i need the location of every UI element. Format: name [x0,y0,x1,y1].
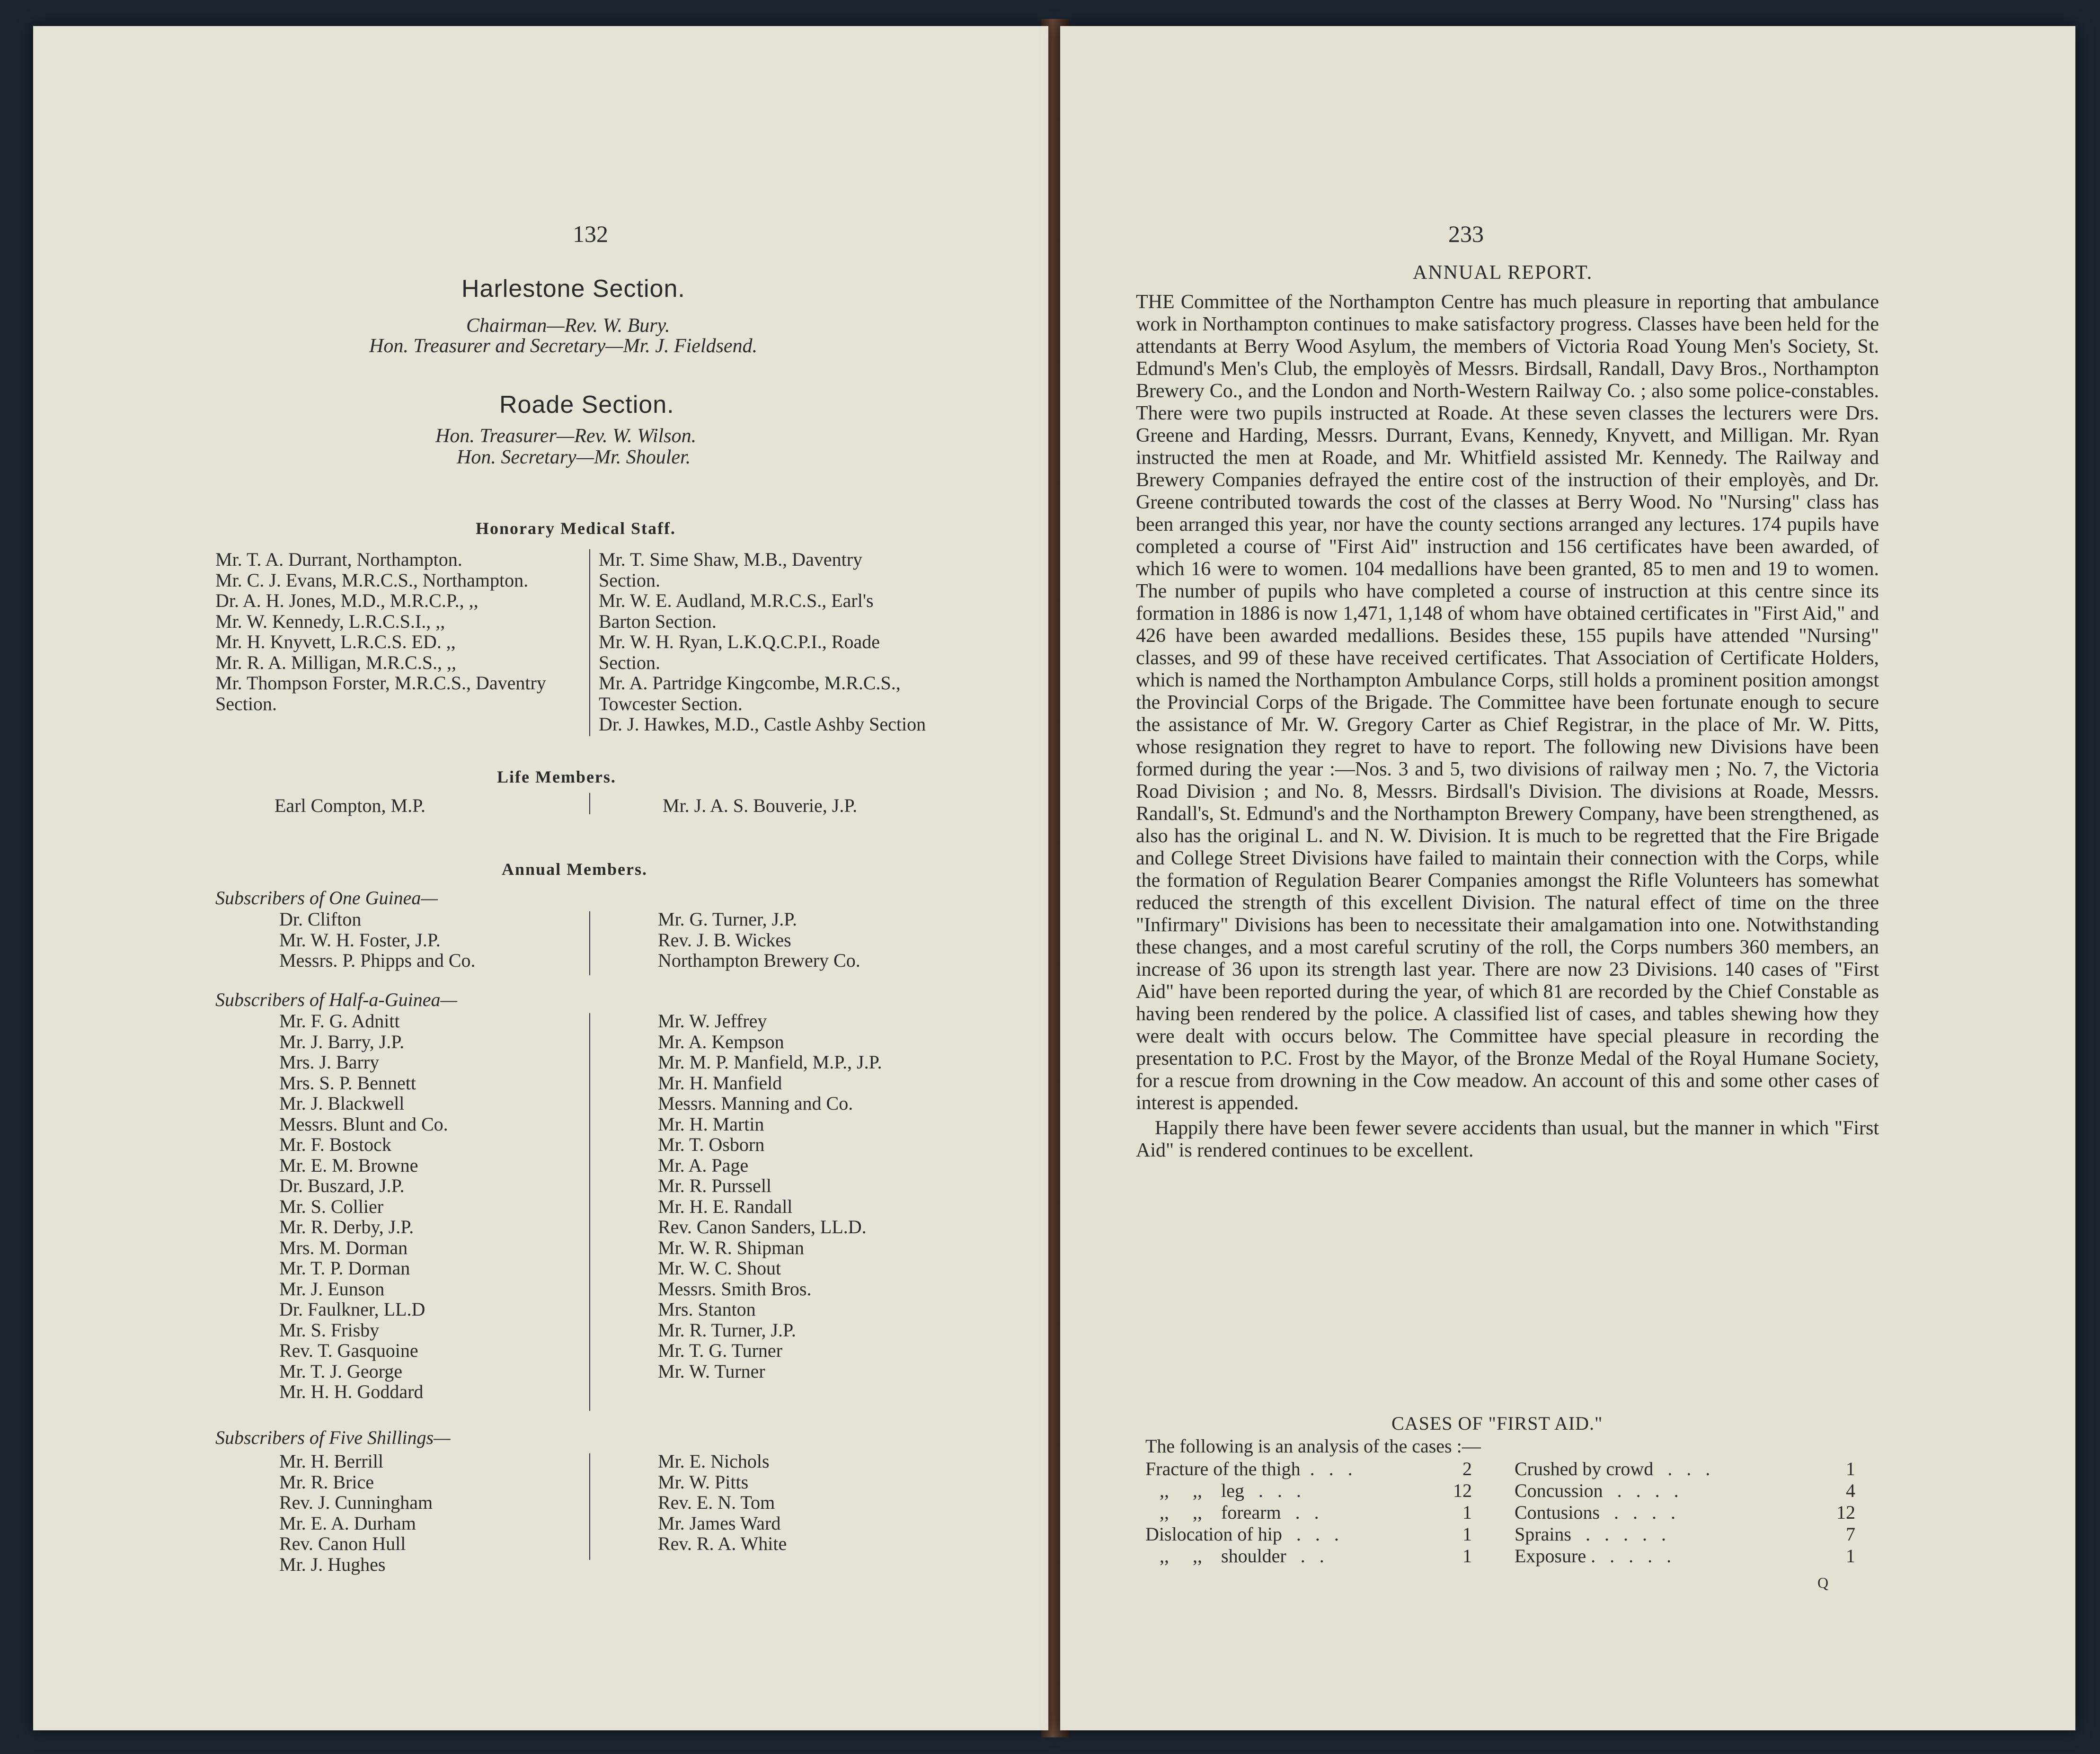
report-body [1136,291,1879,1162]
life-right: Mr. J. A. S. Bouverie, J.P. [663,795,858,816]
case-count: 1 [1462,1545,1472,1567]
list-item: Mr. R. Turner, J.P. [658,1319,796,1341]
case-label: ,, ,, forearm . . [1145,1502,1319,1523]
harlestone-treasurer: Hon. Treasurer and Secretary—Mr. J. Fieldsend. [369,335,758,357]
signature-mark: Q [1817,1574,1829,1591]
list-item: Mr. W. H. Ryan, L.K.Q.C.P.I., Roade [599,631,880,652]
case-label: Exposure . . . . . [1515,1545,1672,1567]
list-item: Mr. R. Purssell [658,1175,772,1196]
table-row [1515,1545,1855,1567]
case-count: 1 [1462,1523,1472,1545]
cases-heading: CASES OF "FIRST AID." [1391,1413,1603,1434]
case-label: Dislocation of hip . . . [1145,1523,1339,1545]
case-label: Sprains . . . . . [1515,1523,1666,1545]
list-item: Mr. R. Derby, J.P. [279,1216,414,1238]
list-item: Mr. J. Blackwell [279,1093,405,1114]
list-item: Mr. F. G. Adnitt [279,1010,400,1032]
table-row [1145,1545,1472,1567]
column-divider [589,1013,590,1411]
annual-heading: Annual Members. [502,860,647,879]
list-item: Mrs. S. P. Bennett [279,1072,416,1094]
life-left: Earl Compton, M.P. [275,795,425,816]
medical-heading: Honorary Medical Staff. [476,519,676,538]
list-item: Mr. H. Manfield [658,1072,782,1094]
list-item: Rev. T. Gasquoine [279,1340,418,1361]
list-item: Mr. W. H. Foster, J.P. [279,929,441,951]
cases-intro: The following is an analysis of the cases :— [1145,1435,1481,1457]
table-row [1145,1502,1472,1523]
list-item: Dr. Faulkner, LL.D [279,1299,425,1320]
list-item: Messrs. Blunt and Co. [279,1113,448,1135]
list-item: Rev. J. B. Wickes [658,929,791,951]
roade-secretary: Hon. Secretary—Mr. Shouler. [457,446,691,468]
list-item: Mr. W. R. Shipman [658,1237,804,1258]
column-divider [589,1453,590,1560]
list-item: Mr. T. Osborn [658,1134,765,1155]
list-item: Mr. T. A. Durrant, Northampton. [215,549,462,570]
list-item: Rev. J. Cunningham [279,1492,433,1513]
list-item: Mr. E. A. Durham [279,1512,416,1534]
list-item: Dr. Buszard, J.P. [279,1175,405,1196]
case-label: Concussion . . . . [1515,1480,1679,1501]
list-item: Mr. W. E. Audland, M.R.C.S., Earl's [599,590,874,611]
list-item: Mr. H. Berrill [279,1451,383,1472]
column-divider [589,911,590,975]
guinea-label: Subscribers of One Guinea— [215,887,438,908]
case-count: 7 [1846,1523,1855,1545]
list-item: Rev. R. A. White [658,1533,787,1554]
list-item: Mr. W. Jeffrey [658,1010,767,1032]
table-row [1145,1523,1472,1545]
case-count: 1 [1462,1502,1472,1523]
five-shillings-left-column [279,1451,433,1575]
list-item: Section. [599,569,660,591]
list-item: Mr. C. J. Evans, M.R.C.S., Northampton. [215,569,529,591]
list-item: Rev. Canon Hull [279,1533,406,1554]
list-item: Mr. T. J. George [279,1360,402,1382]
case-label: ,, ,, shoulder . . [1145,1545,1324,1567]
case-count: 12 [1453,1480,1472,1501]
list-item: Dr. J. Hawkes, M.D., Castle Ashby Section [599,713,926,735]
case-count: 12 [1836,1502,1855,1523]
five-shillings-label: Subscribers of Five Shillings— [215,1427,451,1448]
page-number: 233 [1448,221,1484,247]
list-item: Mr. E. M. Browne [279,1154,418,1176]
list-item: Mr. F. Bostock [279,1134,391,1155]
list-item: Mr. W. C. Shout [658,1257,781,1279]
list-item: Mr. W. Turner [658,1360,765,1382]
column-divider [589,549,590,736]
report-paragraph-1: THE Committee of the Northampton Centre has much pleasure in reporting that ambulance work in Northampton continues to make satisfactory progress. Classes have been held for the attendants at Berry Wood Asylum, the members of Victoria Road Young Men's Society, St. Edmund's Men's Club, the employès of Messrs. Birdsall, Randall, Davy Bros., Northampton Brewery Co., and the London and North-Western Railway Co. ; also some police-constables. There were two pupils instructed at Roade. At these seven classes the lecturers were Drs. Greene and Harding, Messrs. Durrant, Evans, Kennedy, Knyvett, and Milligan. Mr. Ryan instructed the men at Roade, and Mr. Whitfield assisted Mr. Kennedy. The Railway and Brewery Companies defrayed the entire cost of the instruction of their employès, and Dr. Greene contributed towards the cost of the classes at Berry Wood. No "Nursing" class has been arranged this year, nor have the county sections arranged any lectures. 174 pupils have completed a course of "First Aid" instruction and 156 certificates have been awarded, of which 16 were to women. 104 medallions have been granted, 85 to men and 19 to women. The number of pupils who have completed a course of instruction at this centre since its formation in 1886 is now 1,471, 1,148 of whom have obtained certificates in "First Aid," and 426 have been awarded medallions. Besides these, 155 pupils have attended "Nursing" classes, and 99 of these have received certificates. That Association of Certificate Holders, which is named the Northampton Ambulance Corps, still holds a prominent position amongst the Provincial Corps of the Brigade. The Committee have been fortunate enough to secure the assistance of Mr. W. Gregory Carter as Chief Registrar, in the place of Mr. W. Pitts, whose resignation they regret to have to report. The following new Divisions have been formed during the year :—Nos. 3 and 5, two divisions of railway men ; No. 7, the Victoria Road Division ; and No. 8, Messrs. Birdsall's Division. The divisions at Roade, Messrs. Randall's, St. Edmund's and the Northampton Brewery Company, have been strengthened, as also has the original L. and N. W. Division. It is much to be regretted that the Fire Brigade and College Street Divisions have failed to maintain their connection with the Corps, while the formation of Regulation Bearer Companies amongst the Rifle Volunteers has somewhat reduced the strength of this excellent Division. The natural effect of time on the three "Infirmary" Divisions has been to necessitate their amalgamation into one. Notwithstanding these changes, and a most careful scrutiny of the roll, the Corps numbers 360 members, an increase of 36 upon its strength last year. There are now 23 Divisions. 140 cases of "First Aid" have been reported during the year, of which 81 are recorded by the Chief Constable as having been rendered by the police. A classified list of cases, and tables shewing how they were dealt with occurs below. The Committee have special pleasure in recording the presentation to P.C. Frost by the Mayor, of the Bronze Medal of the Royal Humane Society, for a rescue from drowning in the Cow meadow. An account of this and some other cases of interest is appended. [1136,291,1879,1114]
list-item: Mr. H. Knyvett, L.R.C.S. ED. ,, [215,631,456,652]
roade-title: Roade Section. [499,391,674,418]
list-item: Mr. A. Partridge Kingcombe, M.R.C.S., [599,672,901,694]
list-item: Mr. H. H. Goddard [279,1381,424,1402]
list-item: Mr. James Ward [658,1512,781,1534]
case-label: ,, ,, leg . . . [1145,1480,1301,1501]
right-page [1060,26,2075,1730]
table-row [1515,1480,1855,1502]
list-item: Mr. J. Hughes [279,1553,386,1575]
list-item: Mr. R. Brice [279,1471,374,1493]
table-row [1145,1480,1472,1502]
list-item: Mrs. J. Barry [279,1051,380,1073]
list-item: Mr. S. Frisby [279,1319,380,1341]
half-guinea-label: Subscribers of Half-a-Guinea— [215,989,458,1010]
roade-treasurer: Hon. Treasurer—Rev. W. Wilson. [435,425,697,447]
column-divider [589,793,590,814]
list-item: Mr. H. Martin [658,1113,764,1135]
page-number: 132 [573,221,608,247]
list-item: Towcester Section. [599,693,743,714]
harlestone-title: Harlestone Section. [461,275,685,303]
report-heading: ANNUAL REPORT. [1413,262,1593,284]
list-item: Mr. J. Eunson [279,1278,385,1300]
list-item: Mrs. M. Dorman [279,1237,408,1258]
guinea-right-column [658,909,860,971]
left-page [33,26,1048,1730]
list-item: Section. [599,651,660,673]
table-row [1515,1458,1855,1480]
case-label: Crushed by crowd . . . [1515,1458,1710,1479]
list-item: Mr. H. E. Randall [658,1195,793,1217]
list-item: Mr. T. G. Turner [658,1340,783,1361]
list-item: Mr. A. Page [658,1154,749,1176]
list-item: Mr. G. Turner, J.P. [658,908,797,930]
medical-right-column [599,549,926,735]
report-paragraph-2: Happily there have been fewer severe accidents than usual, but the manner in which "First Aid" is rendered continues to be excellent. [1136,1117,1879,1161]
list-item: Mr. M. P. Manfield, M.P., J.P. [658,1051,882,1073]
list-item: Mr. R. A. Milligan, M.R.C.S., ,, [215,651,456,673]
cases-table-left [1145,1458,1472,1567]
table-row [1515,1523,1855,1545]
case-count: 1 [1846,1545,1855,1567]
guinea-left-column [279,909,476,971]
list-item: Dr. Clifton [279,908,362,930]
list-item: Mr. E. Nichols [658,1451,770,1472]
list-item: Barton Section. [599,610,717,632]
cases-table-right [1515,1458,1855,1567]
list-item: Messrs. Smith Bros. [658,1278,812,1300]
table-row [1145,1458,1472,1480]
case-label: Contusions . . . . [1515,1502,1676,1523]
case-count: 4 [1846,1480,1855,1501]
life-heading: Life Members. [497,767,616,786]
case-label: Fracture of the thigh . . . [1145,1458,1353,1479]
list-item: Section. [215,693,277,714]
list-item: Rev. E. N. Tom [658,1492,775,1513]
case-count: 1 [1846,1458,1855,1479]
half-guinea-right-column [658,1011,882,1381]
list-item: Mr. T. P. Dorman [279,1257,410,1279]
table-row [1515,1502,1855,1523]
harlestone-chairman: Chairman—Rev. W. Bury. [466,315,670,337]
half-guinea-left-column [279,1011,448,1402]
case-count: 2 [1462,1458,1472,1479]
list-item: Mr. A. Kempson [658,1031,784,1052]
list-item: Mr. Thompson Forster, M.R.C.S., Daventry [215,672,546,694]
list-item: Rev. Canon Sanders, LL.D. [658,1216,867,1238]
list-item: Messrs. Manning and Co. [658,1093,853,1114]
list-item: Mr. J. Barry, J.P. [279,1031,405,1052]
list-item: Mr. W. Kennedy, L.R.C.S.I., ,, [215,610,445,632]
list-item: Mr. S. Collier [279,1195,384,1217]
list-item: Dr. A. H. Jones, M.D., M.R.C.P., ,, [215,590,478,611]
medical-left-column [215,549,546,714]
list-item: Mr. T. Sime Shaw, M.B., Daventry [599,549,863,570]
list-item: Messrs. P. Phipps and Co. [279,950,476,971]
list-item: Northampton Brewery Co. [658,950,860,971]
list-item: Mr. W. Pitts [658,1471,749,1493]
list-item: Mrs. Stanton [658,1299,756,1320]
five-shillings-right-column [658,1451,787,1554]
